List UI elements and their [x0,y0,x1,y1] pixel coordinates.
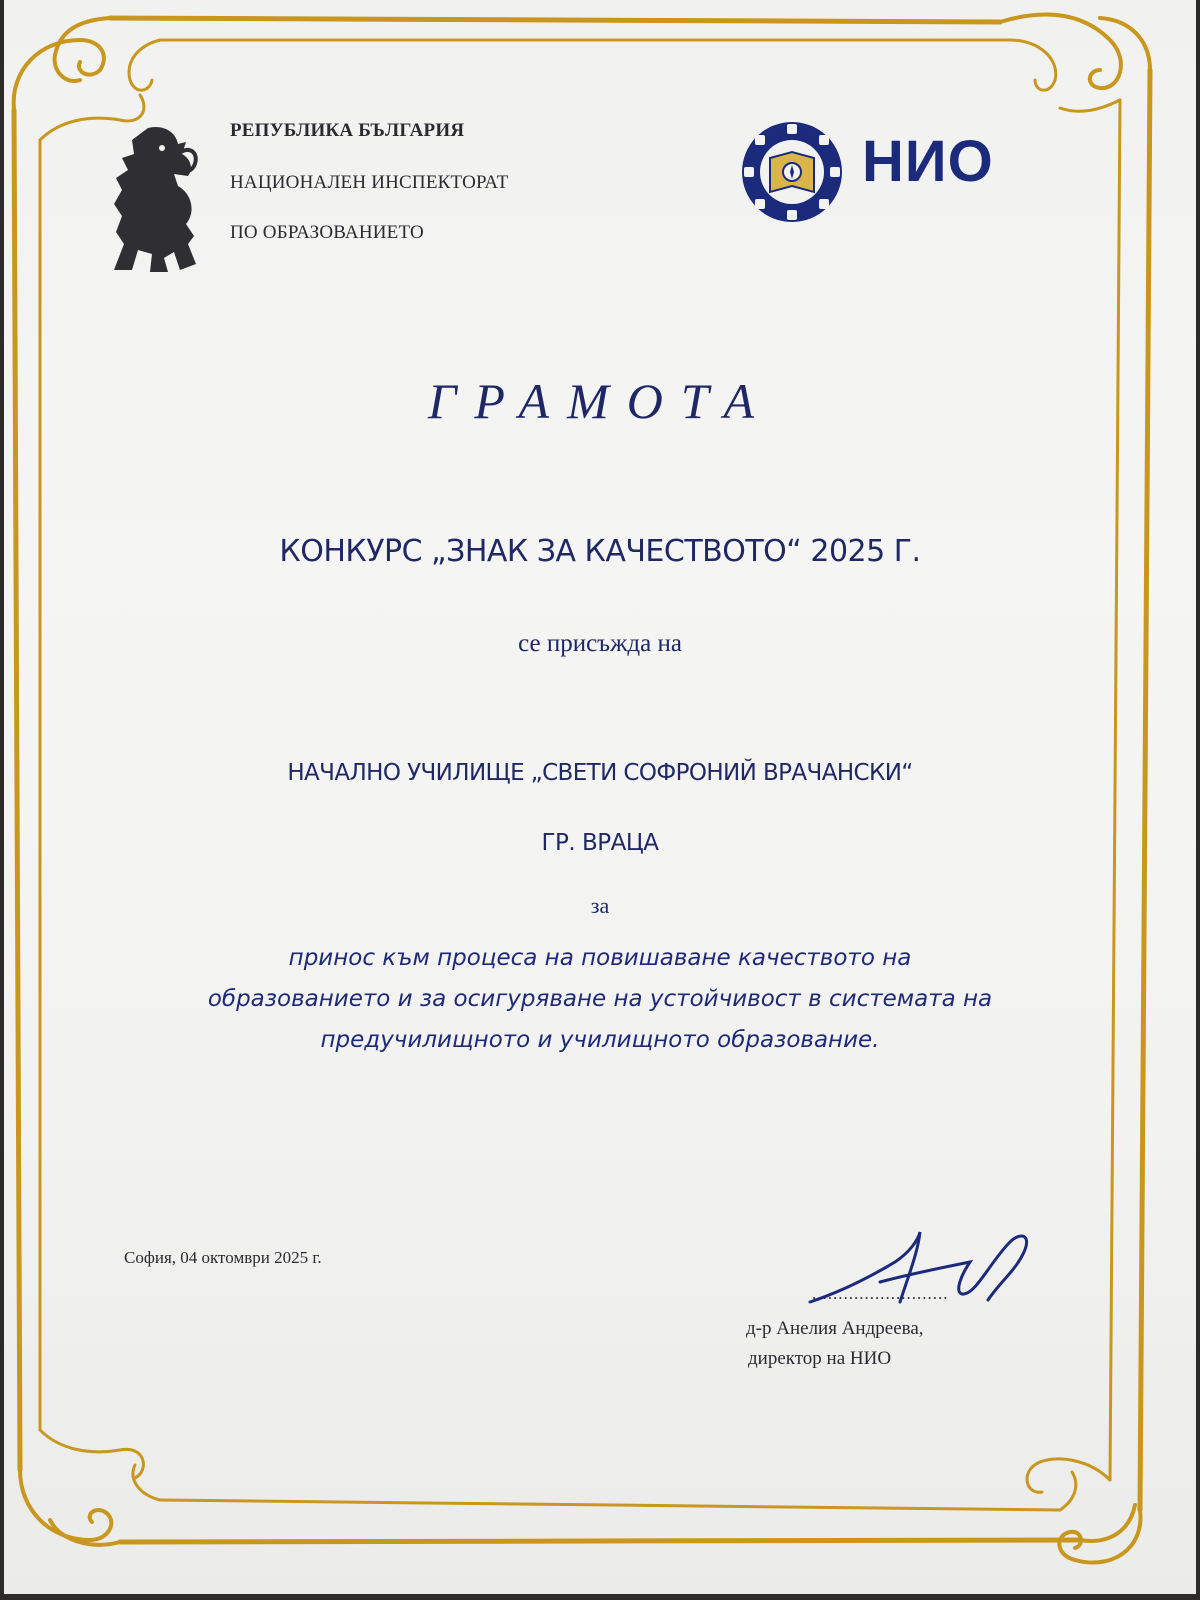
nio-logo-text: НИО [862,129,994,194]
for-label: за [590,893,610,918]
signature-line: .......................... [812,1284,949,1303]
award-reason-line: принос към процеса на повишаване качеството на [288,945,912,971]
signer-block [746,1314,924,1374]
award-reason-line: предучилищното и училищното образование. [320,1027,880,1053]
nio-gear-logo-icon [738,118,846,226]
signer-name: д-р Анелия Андреева, [746,1318,924,1339]
school-city: ГР. ВРАЦА [541,830,659,856]
org-name-line1: РЕПУБЛИКА БЪЛГАРИЯ [230,120,465,141]
org-name-line2: НАЦИОНАЛЕН ИНСПЕКТОРАТ [230,172,509,193]
place-and-date: София, 04 октомври 2025 г. [124,1248,322,1267]
signer-title: директор на НИО [748,1348,892,1369]
award-reason [0,938,1200,1061]
lion-emblem-icon [108,124,204,274]
school-name: НАЧАЛНО УЧИЛИЩЕ „СВЕТИ СОФРОНИЙ ВРАЧАНСКИ“ [287,760,913,786]
contest-name: КОНКУРС „ЗНАК ЗА КАЧЕСТВОТО“ 2025 Г. [279,534,921,569]
handwritten-signature [800,1222,1040,1322]
certificate-title: ГРАМОТА [427,373,773,429]
org-name-line3: ПО ОБРАЗОВАНИЕТО [230,222,424,243]
award-reason-line: образованието и за осигуряване на устойчивост в системата на [207,986,993,1012]
awarded-to-label: се присъжда на [518,630,682,657]
